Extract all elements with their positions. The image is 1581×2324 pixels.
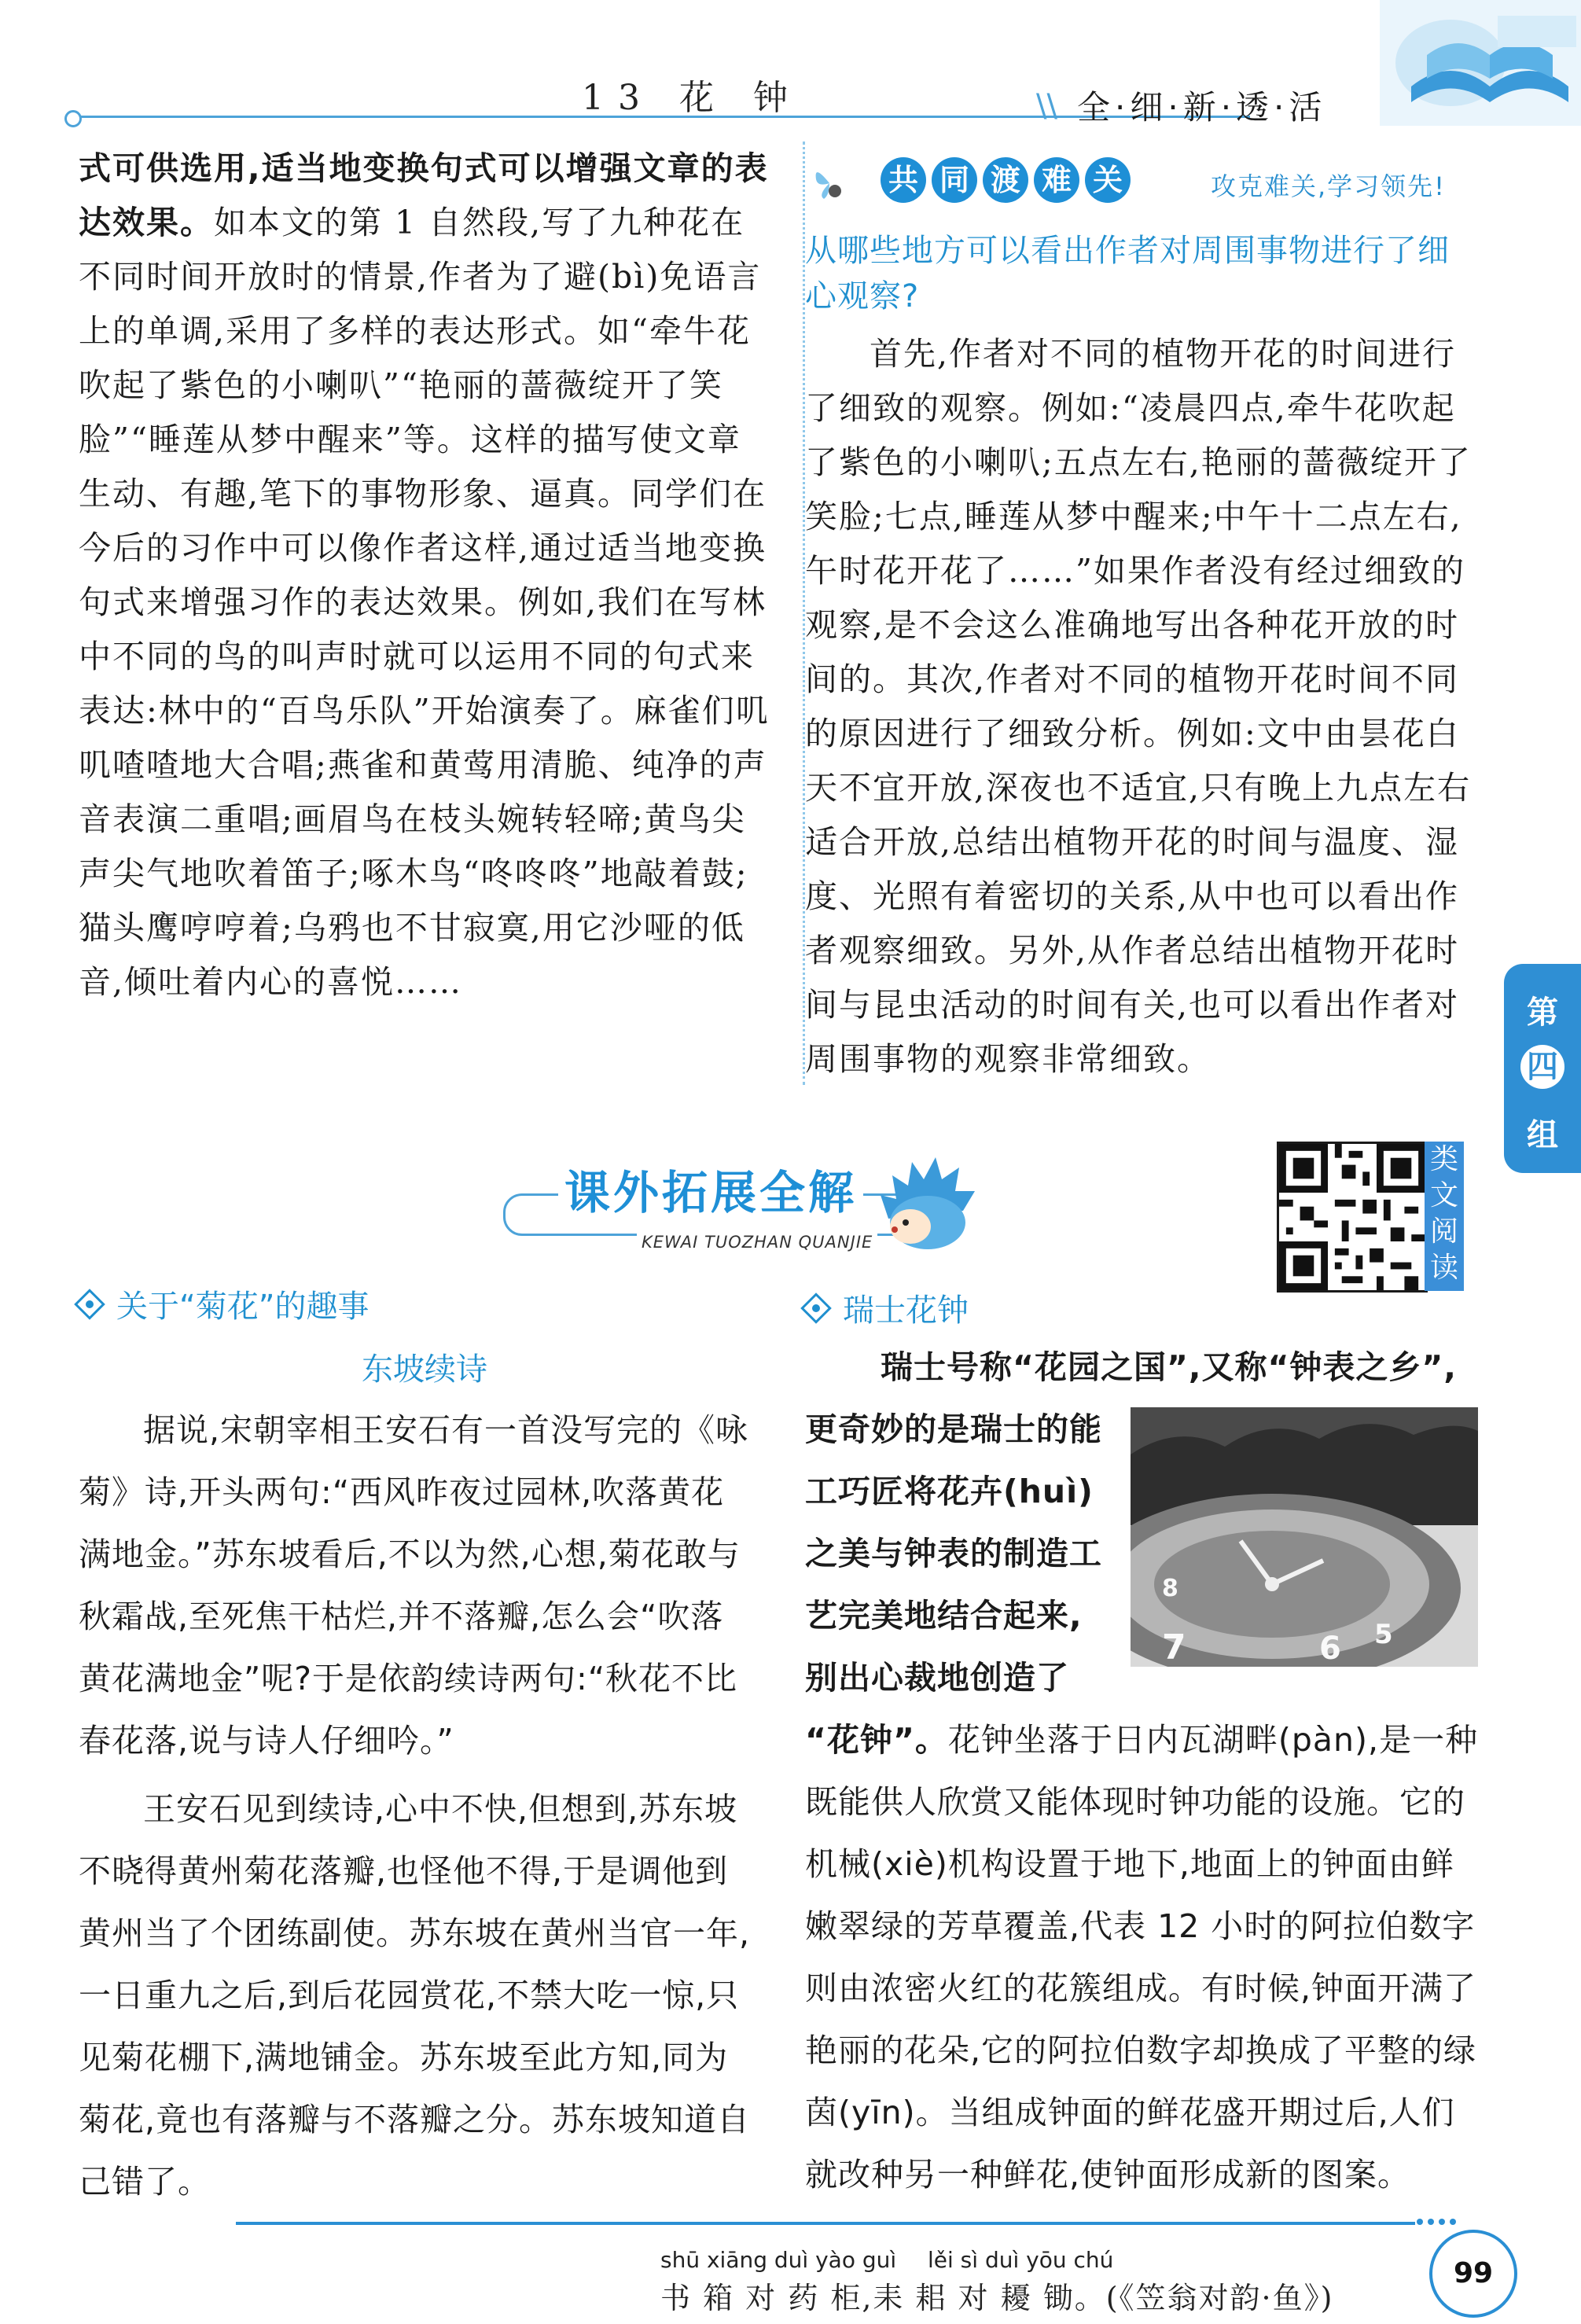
svg-text:7: 7 — [1162, 1627, 1186, 1667]
banner-pinyin: KEWAI TUOZHAN QUANJIE — [637, 1233, 877, 1252]
left-lead-bold: 式可供选用,适当地变换句式可以增强文章的表达效果。 — [79, 149, 769, 241]
side-tab-char: 组 — [1527, 1117, 1558, 1153]
story-paragraph-2: 王安石见到续诗,心中不快,但想到,苏东坡不晓得黄州菊花落瓣,也怪他不得,于是调他到黄州当了个团练副使。苏东坡在黄州当官一年,一日重九之后,到后花园赏花,不禁大吃一惊,只见菊花棚下,满地铺金。苏东坡至此方知,同为菊花,竟也有落瓣与不落瓣之分。苏东坡知道自己错了。 — [79, 1790, 751, 2201]
diamond-bullet-icon — [800, 1293, 832, 1324]
left-column-text — [79, 142, 770, 1009]
badge-char: 难 — [1034, 157, 1079, 203]
header-rule-dot — [64, 110, 82, 127]
challenge-badge — [810, 157, 1517, 220]
qr-tag-char: 阅 — [1429, 1215, 1458, 1248]
hedgehog-mascot-icon — [873, 1148, 983, 1258]
footer-rule — [236, 2222, 1415, 2225]
answer-paragraph: 首先,作者对不同的植物开花的时间进行了细致的观察。例如:“凌晨四点,牵牛花吹起了紫色的小喇叭;五点左右,艳丽的蔷薇绽开了笑脸;七点,睡莲从梦中醒来;中午十二点左右,午时花开花了……”如果作者没有经过细致的观察,是不会这么准确地写出各种花开放的时间的。其次,作者对不同的植物开花时间不同的原因进行了细致分析。例如:文中由昙花白天不宜开放,深夜也不适宜,只有晚上九点左右适合开放,总结出植物开花的时间与温度、湿度、光照有着密切的关系,从中也可以看出作者观察细致。另外,从作者总结出植物开花时间与昆虫活动的时间有关,也可以看出作者对周围事物的观察非常细致。 — [805, 335, 1472, 1078]
qr-tag-char: 文 — [1429, 1179, 1458, 1212]
section-heading-text: 关于“菊花”的趣事 — [116, 1289, 370, 1325]
qr-tag-char: 读 — [1429, 1252, 1458, 1284]
qr-code-icon[interactable] — [1277, 1142, 1428, 1293]
unit-side-tab — [1504, 964, 1581, 1173]
clock-wrap-line: 之美与钟表的制造工 — [805, 1535, 1102, 1572]
footer-pinyin-1: shū xiāng duì yào guì — [660, 2247, 897, 2273]
clock-body-text: 花钟坐落于日内瓦湖畔(pàn),是一种既能供人欣赏又能体现时钟功能的设施。它的机械(xiè)机构设置于地下,地面上的钟面由鲜嫩翠绿的芳草覆盖,代表 12 小时的阿拉伯数字则由浓密火红的花簇组成。有时候,钟面开满了艳丽的花朵,它的阿拉伯数字却换成了平整的绿茵(yīn)。当组成钟面的鲜花盛开期过后,人们就改种另一种鲜花,使钟面形成新的图案。 — [805, 1721, 1479, 2193]
header-motto: 全·细·新·透·活 — [1077, 88, 1327, 127]
qr-tag-char: 类 — [1429, 1143, 1458, 1175]
flower-clock-photo — [1131, 1407, 1478, 1667]
clock-lead-line: 瑞士号称“花园之国”,又称“钟表之乡”, — [881, 1348, 1457, 1386]
footer-dots-icon — [1415, 2214, 1462, 2230]
footer-verse: 书 箱 对 药 柜,耒 耜 对 耰 锄。(《笠翁对韵·鱼》) — [660, 2281, 1334, 2315]
clock-wrap-line: 艺完美地结合起来, — [805, 1597, 1083, 1635]
badge-char: 渡 — [983, 157, 1028, 203]
clock-wrapped-lines — [805, 1399, 1135, 1709]
clock-bold-tail: “花钟”。 — [805, 1721, 948, 1759]
left-body: 如本文的第 1 自然段,写了九种花在不同时间开放时的情景,作者为了避(bì)免语言上的单调,采用了多样的表达形式。如“牵牛花吹起了紫色的小喇叭”“艳丽的蔷薇绽开了笑脸”“睡莲从梦中醒来”等。这样的描写使文章生动、有趣,笔下的事物形象、逼真。同学们在今后的习作中可以像作者这样,通过适当地变换句式来增强习作的表达效果。例如,我们在写林中不同的鸟的叫声时就可以运用不同的句式来表达:林中的“百鸟乐队”开始演奏了。麻雀们叽叽喳喳地大合唱;燕雀和黄莺用清脆、纯净的声音表演二重唱;画眉鸟在枝头婉转轻啼;黄鸟尖声尖气地吹着笛子;啄木鸟“咚咚咚”地敲着鼓;猫头鹰哼哼着;乌鸦也不甘寂寞,用它沙哑的低音,倾吐着内心的喜悦…… — [79, 204, 770, 1001]
badge-char: 关 — [1085, 157, 1131, 203]
svg-text:8: 8 — [1162, 1575, 1178, 1602]
question-text: 从哪些地方可以看出作者对周围事物进行了细心观察? — [805, 233, 1450, 314]
clock-wrap-line: 别出心裁地创造了 — [805, 1659, 1069, 1697]
section-heading-flower-clock — [805, 1285, 969, 1330]
qr-tag — [1425, 1142, 1464, 1291]
badge-char: 共 — [881, 157, 926, 203]
banner-title: 课外拓展全解 — [558, 1156, 863, 1222]
badge-subtitle: 攻克难关,学习领先! — [1211, 171, 1447, 201]
side-tab-char: 第 — [1527, 995, 1558, 1031]
badge-char: 同 — [932, 157, 977, 203]
page-number: 99 — [1429, 2230, 1517, 2318]
story-subtitle: 东坡续诗 — [362, 1351, 487, 1388]
side-tab-char: 四 — [1520, 1045, 1564, 1089]
motto-slash-icon: \\ — [1036, 88, 1057, 124]
book-logo-icon — [1380, 0, 1581, 126]
lesson-title: 13 花 钟 — [582, 78, 802, 118]
section-heading-text: 瑞士花钟 — [843, 1293, 969, 1329]
clock-wrap-line: 工巧匠将花卉(huì) — [805, 1473, 1094, 1510]
svg-text:6: 6 — [1319, 1631, 1341, 1667]
footer-pinyin-2: lěi sì duì yōu chú — [928, 2247, 1114, 2273]
story-paragraph-1: 据说,宋朝宰相王安石有一首没写完的《咏菊》诗,开头两句:“西风昨夜过园林,吹落黄花满地金。”苏东坡看后,不以为然,心想,菊花敢与秋霜战,至死焦干枯烂,并不落瓣,怎么会“吹落黄花满地金”呢?于是依韵续诗两句:“秋花不比春花落,说与诗人仔细吟。” — [79, 1411, 749, 1760]
clock-body — [805, 1709, 1481, 2206]
diamond-bullet-icon — [74, 1289, 105, 1320]
clock-wrap-line: 更奇妙的是瑞士的能 — [805, 1410, 1102, 1448]
story-text — [79, 1399, 755, 2213]
extension-banner — [503, 1148, 1038, 1266]
svg-text:5: 5 — [1374, 1619, 1393, 1650]
butterfly-icon — [810, 164, 849, 203]
section-heading-chrysanthemum — [79, 1282, 369, 1326]
answer-text — [805, 327, 1481, 1087]
